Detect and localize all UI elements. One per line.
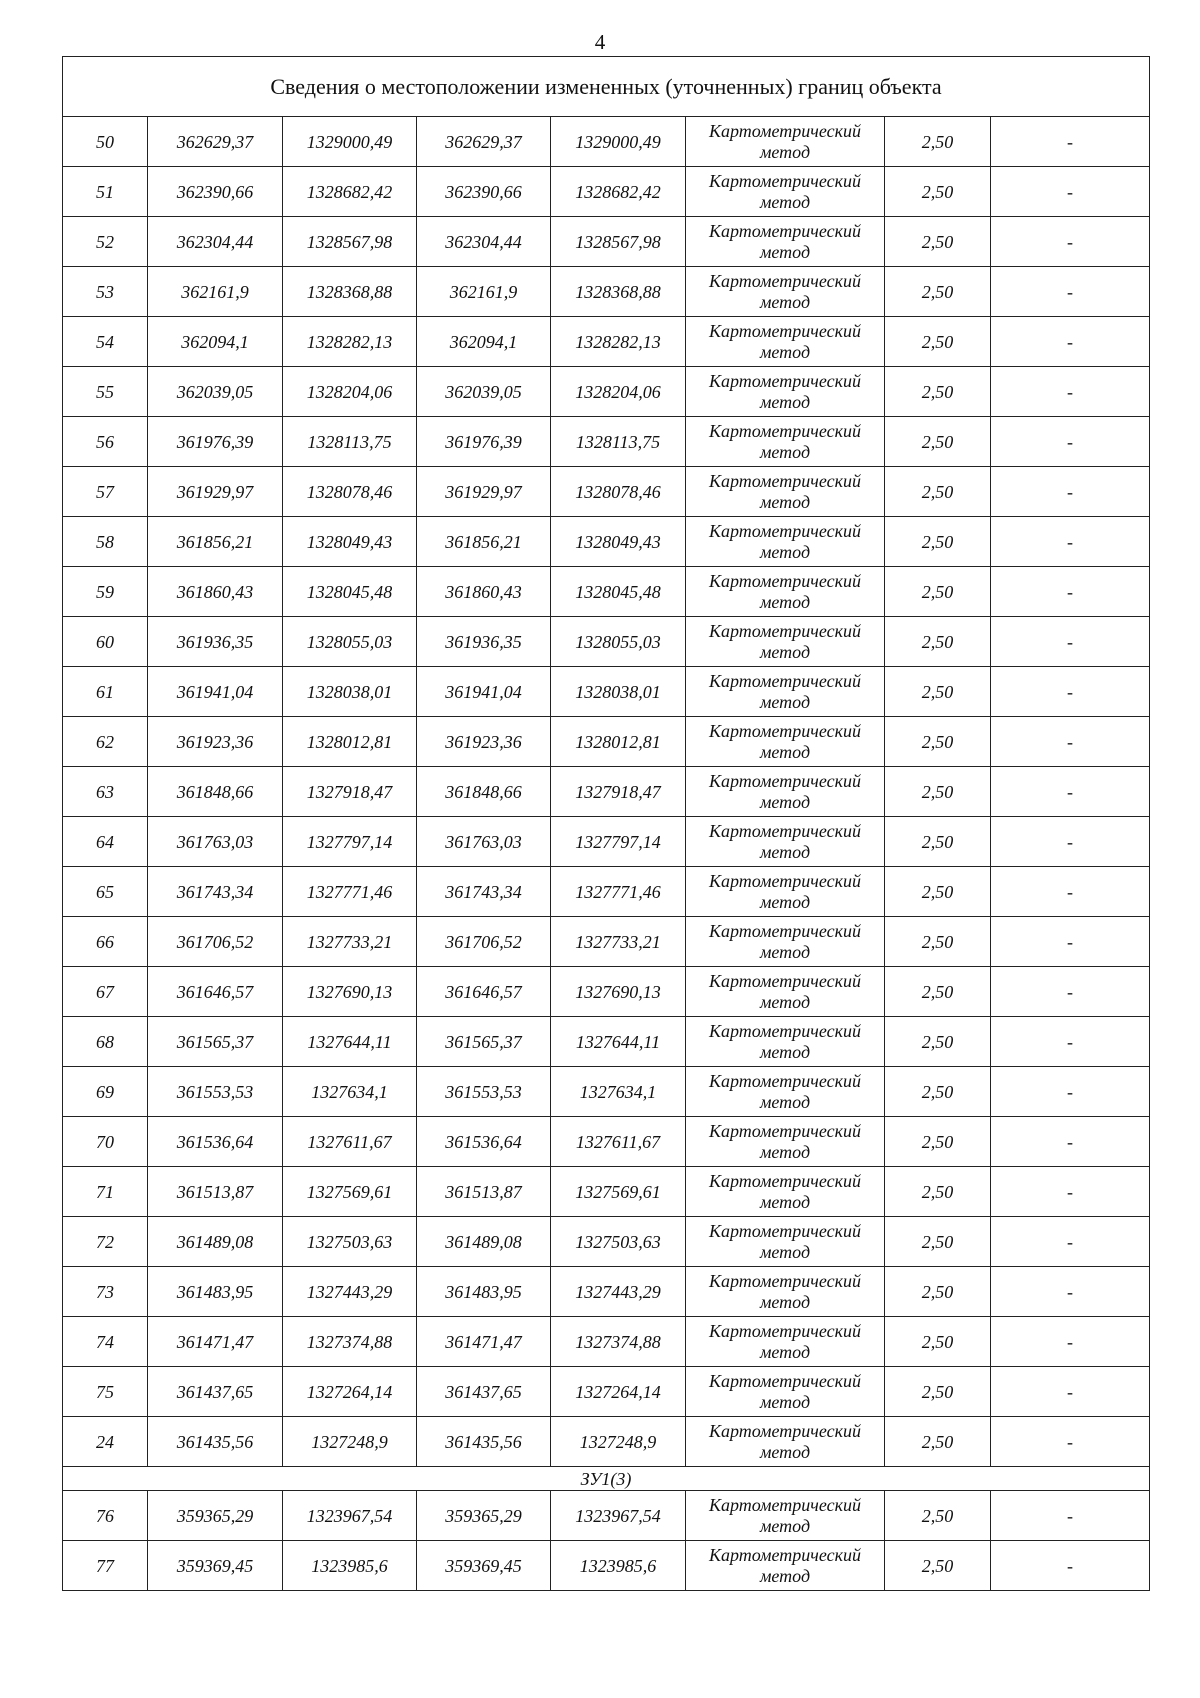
refined-x-cell: 361471,47	[417, 1317, 551, 1367]
description-cell: -	[991, 217, 1150, 267]
existing-x-cell: 362094,1	[148, 317, 283, 367]
point-number-cell: 68	[63, 1017, 148, 1067]
existing-x-cell: 359365,29	[148, 1491, 283, 1541]
existing-x-cell: 361435,56	[148, 1417, 283, 1467]
point-number-cell: 60	[63, 617, 148, 667]
point-number-cell: 63	[63, 767, 148, 817]
accuracy-cell: 2,50	[885, 1167, 991, 1217]
accuracy-cell: 2,50	[885, 1541, 991, 1591]
description-cell: -	[991, 867, 1150, 917]
method-cell: Картометрический метод	[686, 867, 885, 917]
accuracy-cell: 2,50	[885, 567, 991, 617]
accuracy-cell: 2,50	[885, 1017, 991, 1067]
page-number: 4	[594, 30, 606, 54]
accuracy-cell: 2,50	[885, 917, 991, 967]
point-number-cell: 69	[63, 1067, 148, 1117]
accuracy-cell: 2,50	[885, 167, 991, 217]
existing-x-cell: 361976,39	[148, 417, 283, 467]
refined-y-cell: 1328045,48	[551, 567, 686, 617]
refined-y-cell: 1328049,43	[551, 517, 686, 567]
accuracy-cell: 2,50	[885, 867, 991, 917]
method-cell: Картометрический метод	[686, 167, 885, 217]
method-cell: Картометрический метод	[686, 1367, 885, 1417]
point-number-cell: 59	[63, 567, 148, 617]
table-row	[63, 517, 1150, 567]
accuracy-cell: 2,50	[885, 367, 991, 417]
refined-y-cell: 1327611,67	[551, 1117, 686, 1167]
existing-y-cell: 1327771,46	[283, 867, 417, 917]
method-cell: Картометрический метод	[686, 717, 885, 767]
accuracy-cell: 2,50	[885, 967, 991, 1017]
description-cell: -	[991, 517, 1150, 567]
refined-x-cell: 361513,87	[417, 1167, 551, 1217]
description-cell: -	[991, 917, 1150, 967]
refined-x-cell: 361553,53	[417, 1067, 551, 1117]
refined-x-cell: 361923,36	[417, 717, 551, 767]
accuracy-cell: 2,50	[885, 617, 991, 667]
point-number-cell: 72	[63, 1217, 148, 1267]
table-row	[63, 617, 1150, 667]
refined-y-cell: 1327503,63	[551, 1217, 686, 1267]
existing-y-cell: 1328368,88	[283, 267, 417, 317]
method-cell: Картометрический метод	[686, 217, 885, 267]
point-number-cell: 75	[63, 1367, 148, 1417]
method-cell: Картометрический метод	[686, 267, 885, 317]
refined-y-cell: 1327733,21	[551, 917, 686, 967]
refined-x-cell: 359369,45	[417, 1541, 551, 1591]
refined-x-cell: 361435,56	[417, 1417, 551, 1467]
accuracy-cell: 2,50	[885, 767, 991, 817]
description-cell: -	[991, 1491, 1150, 1541]
existing-y-cell: 1327248,9	[283, 1417, 417, 1467]
table-title: Сведения о местоположении измененных (уточненных) границ объекта	[63, 57, 1150, 117]
accuracy-cell: 2,50	[885, 1117, 991, 1167]
accuracy-cell: 2,50	[885, 1491, 991, 1541]
method-cell: Картометрический метод	[686, 367, 885, 417]
existing-x-cell: 361856,21	[148, 517, 283, 567]
existing-x-cell: 362629,37	[148, 117, 283, 167]
existing-y-cell: 1327443,29	[283, 1267, 417, 1317]
table-row	[63, 1491, 1150, 1541]
existing-y-cell: 1327503,63	[283, 1217, 417, 1267]
accuracy-cell: 2,50	[885, 817, 991, 867]
table-row	[63, 1117, 1150, 1167]
refined-y-cell: 1328078,46	[551, 467, 686, 517]
refined-x-cell: 361976,39	[417, 417, 551, 467]
method-cell: Картометрический метод	[686, 1067, 885, 1117]
table-title-row	[63, 57, 1150, 117]
point-number-cell: 58	[63, 517, 148, 567]
refined-y-cell: 1327797,14	[551, 817, 686, 867]
method-cell: Картометрический метод	[686, 517, 885, 567]
method-cell: Картометрический метод	[686, 1217, 885, 1267]
existing-y-cell: 1323985,6	[283, 1541, 417, 1591]
refined-x-cell: 361860,43	[417, 567, 551, 617]
accuracy-cell: 2,50	[885, 717, 991, 767]
accuracy-cell: 2,50	[885, 1317, 991, 1367]
refined-x-cell: 361848,66	[417, 767, 551, 817]
existing-x-cell: 361929,97	[148, 467, 283, 517]
refined-x-cell: 362629,37	[417, 117, 551, 167]
refined-y-cell: 1327771,46	[551, 867, 686, 917]
method-cell: Картометрический метод	[686, 1267, 885, 1317]
refined-x-cell: 362094,1	[417, 317, 551, 367]
refined-x-cell: 361489,08	[417, 1217, 551, 1267]
refined-y-cell: 1327634,1	[551, 1067, 686, 1117]
description-cell: -	[991, 267, 1150, 317]
description-cell: -	[991, 1317, 1150, 1367]
refined-x-cell: 361743,34	[417, 867, 551, 917]
method-cell: Картометрический метод	[686, 1117, 885, 1167]
point-number-cell: 67	[63, 967, 148, 1017]
existing-y-cell: 1327569,61	[283, 1167, 417, 1217]
description-cell: -	[991, 1367, 1150, 1417]
accuracy-cell: 2,50	[885, 1417, 991, 1467]
point-number-cell: 51	[63, 167, 148, 217]
table-row	[63, 667, 1150, 717]
accuracy-cell: 2,50	[885, 1367, 991, 1417]
description-cell: -	[991, 1417, 1150, 1467]
refined-y-cell: 1327248,9	[551, 1417, 686, 1467]
existing-y-cell: 1328682,42	[283, 167, 417, 217]
point-number-cell: 66	[63, 917, 148, 967]
refined-y-cell: 1327644,11	[551, 1017, 686, 1067]
description-cell: -	[991, 567, 1150, 617]
accuracy-cell: 2,50	[885, 667, 991, 717]
point-number-cell: 64	[63, 817, 148, 867]
refined-x-cell: 361483,95	[417, 1267, 551, 1317]
table-row	[63, 1017, 1150, 1067]
refined-x-cell: 361646,57	[417, 967, 551, 1017]
refined-x-cell: 362304,44	[417, 217, 551, 267]
method-cell: Картометрический метод	[686, 1017, 885, 1067]
existing-x-cell: 362390,66	[148, 167, 283, 217]
existing-x-cell: 361923,36	[148, 717, 283, 767]
accuracy-cell: 2,50	[885, 1267, 991, 1317]
refined-x-cell: 361437,65	[417, 1367, 551, 1417]
refined-x-cell: 361565,37	[417, 1017, 551, 1067]
refined-y-cell: 1328682,42	[551, 167, 686, 217]
existing-x-cell: 361483,95	[148, 1267, 283, 1317]
refined-x-cell: 361936,35	[417, 617, 551, 667]
refined-y-cell: 1327374,88	[551, 1317, 686, 1367]
description-cell: -	[991, 317, 1150, 367]
method-cell: Картометрический метод	[686, 667, 885, 717]
refined-y-cell: 1323985,6	[551, 1541, 686, 1591]
method-cell: Картометрический метод	[686, 567, 885, 617]
point-number-cell: 50	[63, 117, 148, 167]
existing-y-cell: 1327918,47	[283, 767, 417, 817]
existing-y-cell: 1329000,49	[283, 117, 417, 167]
description-cell: -	[991, 1067, 1150, 1117]
section-label: ЗУ1(3)	[63, 1467, 1150, 1491]
existing-y-cell: 1328055,03	[283, 617, 417, 667]
refined-y-cell: 1328038,01	[551, 667, 686, 717]
accuracy-cell: 2,50	[885, 517, 991, 567]
table-row	[63, 217, 1150, 267]
refined-y-cell: 1327264,14	[551, 1367, 686, 1417]
refined-y-cell: 1327569,61	[551, 1167, 686, 1217]
description-cell: -	[991, 1017, 1150, 1067]
table-row	[63, 1417, 1150, 1467]
description-cell: -	[991, 817, 1150, 867]
accuracy-cell: 2,50	[885, 1217, 991, 1267]
existing-x-cell: 361860,43	[148, 567, 283, 617]
existing-x-cell: 361743,34	[148, 867, 283, 917]
point-number-cell: 57	[63, 467, 148, 517]
description-cell: -	[991, 667, 1150, 717]
method-cell: Картометрический метод	[686, 1417, 885, 1467]
existing-y-cell: 1328567,98	[283, 217, 417, 267]
description-cell: -	[991, 467, 1150, 517]
description-cell: -	[991, 967, 1150, 1017]
existing-y-cell: 1328049,43	[283, 517, 417, 567]
point-number-cell: 77	[63, 1541, 148, 1591]
description-cell: -	[991, 1541, 1150, 1591]
existing-y-cell: 1327374,88	[283, 1317, 417, 1367]
section-row	[63, 1467, 1150, 1491]
existing-x-cell: 361471,47	[148, 1317, 283, 1367]
description-cell: -	[991, 767, 1150, 817]
description-cell: -	[991, 1217, 1150, 1267]
description-cell: -	[991, 1167, 1150, 1217]
existing-x-cell: 361536,64	[148, 1117, 283, 1167]
method-cell: Картометрический метод	[686, 1167, 885, 1217]
point-number-cell: 73	[63, 1267, 148, 1317]
existing-y-cell: 1328282,13	[283, 317, 417, 367]
existing-x-cell: 362161,9	[148, 267, 283, 317]
accuracy-cell: 2,50	[885, 267, 991, 317]
point-number-cell: 56	[63, 417, 148, 467]
table-row	[63, 167, 1150, 217]
accuracy-cell: 2,50	[885, 417, 991, 467]
table-row	[63, 1541, 1150, 1591]
refined-y-cell: 1323967,54	[551, 1491, 686, 1541]
description-cell: -	[991, 617, 1150, 667]
point-number-cell: 62	[63, 717, 148, 767]
table-row	[63, 267, 1150, 317]
accuracy-cell: 2,50	[885, 117, 991, 167]
method-cell: Картометрический метод	[686, 767, 885, 817]
refined-x-cell: 361706,52	[417, 917, 551, 967]
existing-y-cell: 1327690,13	[283, 967, 417, 1017]
existing-y-cell: 1328038,01	[283, 667, 417, 717]
existing-x-cell: 362304,44	[148, 217, 283, 267]
accuracy-cell: 2,50	[885, 217, 991, 267]
refined-x-cell: 362161,9	[417, 267, 551, 317]
method-cell: Картометрический метод	[686, 617, 885, 667]
table-row	[63, 117, 1150, 167]
method-cell: Картометрический метод	[686, 1541, 885, 1591]
refined-y-cell: 1328012,81	[551, 717, 686, 767]
refined-x-cell: 359365,29	[417, 1491, 551, 1541]
refined-x-cell: 362039,05	[417, 367, 551, 417]
table-row	[63, 367, 1150, 417]
description-cell: -	[991, 117, 1150, 167]
point-number-cell: 54	[63, 317, 148, 367]
refined-y-cell: 1327918,47	[551, 767, 686, 817]
table-row	[63, 1067, 1150, 1117]
table-row	[63, 1167, 1150, 1217]
table-row	[63, 867, 1150, 917]
description-cell: -	[991, 717, 1150, 767]
existing-x-cell: 361941,04	[148, 667, 283, 717]
existing-y-cell: 1327797,14	[283, 817, 417, 867]
existing-y-cell: 1327264,14	[283, 1367, 417, 1417]
existing-y-cell: 1327611,67	[283, 1117, 417, 1167]
refined-y-cell: 1327443,29	[551, 1267, 686, 1317]
description-cell: -	[991, 367, 1150, 417]
point-number-cell: 55	[63, 367, 148, 417]
existing-x-cell: 359369,45	[148, 1541, 283, 1591]
point-number-cell: 71	[63, 1167, 148, 1217]
existing-x-cell: 361936,35	[148, 617, 283, 667]
method-cell: Картометрический метод	[686, 1491, 885, 1541]
point-number-cell: 70	[63, 1117, 148, 1167]
table-row	[63, 817, 1150, 867]
existing-x-cell: 361565,37	[148, 1017, 283, 1067]
table-row	[63, 717, 1150, 767]
refined-y-cell: 1327690,13	[551, 967, 686, 1017]
existing-x-cell: 361706,52	[148, 917, 283, 967]
description-cell: -	[991, 1117, 1150, 1167]
existing-y-cell: 1327634,1	[283, 1067, 417, 1117]
method-cell: Картометрический метод	[686, 467, 885, 517]
point-number-cell: 53	[63, 267, 148, 317]
point-number-cell: 52	[63, 217, 148, 267]
existing-y-cell: 1327733,21	[283, 917, 417, 967]
table-row	[63, 967, 1150, 1017]
existing-y-cell: 1328204,06	[283, 367, 417, 417]
method-cell: Картометрический метод	[686, 917, 885, 967]
table-row	[63, 567, 1150, 617]
method-cell: Картометрический метод	[686, 967, 885, 1017]
description-cell: -	[991, 167, 1150, 217]
existing-x-cell: 361437,65	[148, 1367, 283, 1417]
table-row	[63, 1317, 1150, 1367]
refined-x-cell: 361856,21	[417, 517, 551, 567]
existing-y-cell: 1327644,11	[283, 1017, 417, 1067]
table-row	[63, 317, 1150, 367]
method-cell: Картометрический метод	[686, 417, 885, 467]
existing-x-cell: 361489,08	[148, 1217, 283, 1267]
existing-y-cell: 1323967,54	[283, 1491, 417, 1541]
existing-y-cell: 1328012,81	[283, 717, 417, 767]
refined-x-cell: 362390,66	[417, 167, 551, 217]
refined-x-cell: 361929,97	[417, 467, 551, 517]
refined-y-cell: 1329000,49	[551, 117, 686, 167]
refined-y-cell: 1328113,75	[551, 417, 686, 467]
table-body	[63, 57, 1150, 1591]
refined-x-cell: 361536,64	[417, 1117, 551, 1167]
table-row	[63, 767, 1150, 817]
description-cell: -	[991, 1267, 1150, 1317]
point-number-cell: 76	[63, 1491, 148, 1541]
table-row	[63, 1267, 1150, 1317]
description-cell: -	[991, 417, 1150, 467]
refined-x-cell: 361941,04	[417, 667, 551, 717]
refined-y-cell: 1328567,98	[551, 217, 686, 267]
existing-x-cell: 361513,87	[148, 1167, 283, 1217]
point-number-cell: 65	[63, 867, 148, 917]
coordinates-table	[62, 56, 1150, 1591]
table-row	[63, 1217, 1150, 1267]
refined-x-cell: 361763,03	[417, 817, 551, 867]
existing-x-cell: 361553,53	[148, 1067, 283, 1117]
refined-y-cell: 1328282,13	[551, 317, 686, 367]
accuracy-cell: 2,50	[885, 1067, 991, 1117]
method-cell: Картометрический метод	[686, 1317, 885, 1367]
method-cell: Картометрический метод	[686, 317, 885, 367]
existing-x-cell: 361848,66	[148, 767, 283, 817]
table-row	[63, 1367, 1150, 1417]
point-number-cell: 74	[63, 1317, 148, 1367]
table-row	[63, 467, 1150, 517]
point-number-cell: 61	[63, 667, 148, 717]
existing-y-cell: 1328045,48	[283, 567, 417, 617]
method-cell: Картометрический метод	[686, 117, 885, 167]
existing-y-cell: 1328113,75	[283, 417, 417, 467]
existing-y-cell: 1328078,46	[283, 467, 417, 517]
refined-y-cell: 1328204,06	[551, 367, 686, 417]
table-row	[63, 917, 1150, 967]
accuracy-cell: 2,50	[885, 467, 991, 517]
refined-y-cell: 1328055,03	[551, 617, 686, 667]
table-row	[63, 417, 1150, 467]
existing-x-cell: 361646,57	[148, 967, 283, 1017]
existing-x-cell: 362039,05	[148, 367, 283, 417]
existing-x-cell: 361763,03	[148, 817, 283, 867]
method-cell: Картометрический метод	[686, 817, 885, 867]
accuracy-cell: 2,50	[885, 317, 991, 367]
refined-y-cell: 1328368,88	[551, 267, 686, 317]
point-number-cell: 24	[63, 1417, 148, 1467]
